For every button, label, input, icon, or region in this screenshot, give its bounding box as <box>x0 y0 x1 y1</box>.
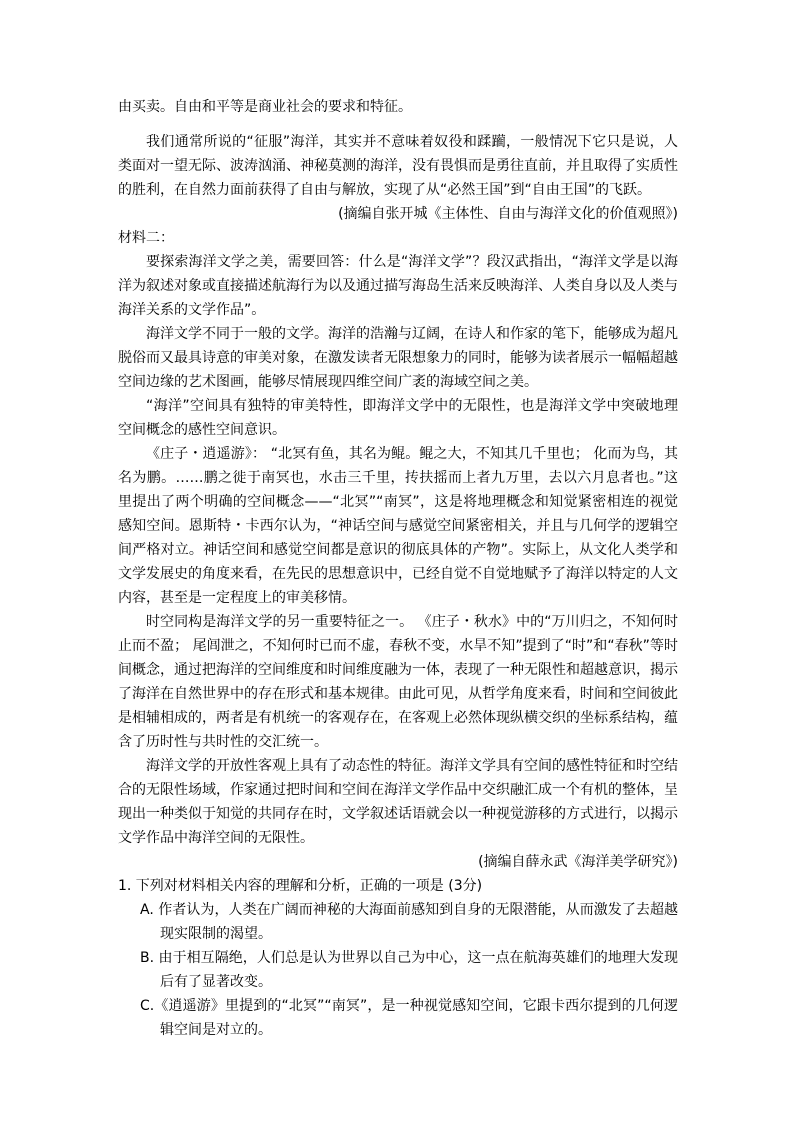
paragraph-6: 海洋文学的开放性客观上具有了动态性的特征。海洋文学具有空间的感性特征和时空结合的无限性场域，作家通过把时间和空间在海洋文学作品中交织融汇成一个有机的整体，呈现出一种类似于知觉的共同存在时，文学叙述话语就会以一种视觉游移的方式进行，以揭示文学作品中海洋空间的无限性。 <box>118 758 678 846</box>
paragraph-3: “海洋”空间具有独特的审美特性，即海洋文学中的无限性，也是海洋文学中突破地理空间概念的感性空间意识。 <box>118 398 678 438</box>
question-1 <box>118 874 678 1042</box>
option-b: B. 由于相互隔绝，人们总是认为世界以自己为中心，这一点在航海英雄们的地理大发现后有了显著改变。 <box>140 950 678 990</box>
paragraph-2: 海洋文学不同于一般的文学。海洋的浩瀚与辽阔，在诗人和作家的笔下，能够成为超凡脱俗而又最具诗意的审美对象，在激发读者无限想象力的同时，能够为读者展示一幅幅超越空间边缘的艺术图画，能够尽情展现四维空间广袤的海域空间之美。 <box>118 326 678 390</box>
paragraph-5: 时空同构是海洋文学的另一重要特征之一。 《庄子・秋水》中的“万川归之，不知何时止而不盈； 尾闾泄之，不知何时已而不虚，春秋不变，水旱不知”提到了“时”和“春秋”等时间概念，通过把海洋的空间维度和时间维度融为一体，表现了一种无限性和超越意识，揭示了海洋在自然世界中的存在形式和基本规律。由此可见，从哲学角度来看，时间和空间彼此是相辅相成的，两者是有机统一的客观存在，在客观上必然体现纵横交织的坐标系结构，蕴含了历时性与共时性的交汇统一。 <box>118 614 678 750</box>
paragraph-conquer-ocean: 我们通常所说的“征服”海洋，其实并不意味着奴役和蹂躏，一般情况下它只是说，人类面对一望无际、波涛汹涌、神秘莫测的海洋，没有畏惧而是勇往直前，并且取得了实质性的胜利，在自然力面前获得了自由与解放，实现了从“必然王国”到“自由王国”的飞跃。 <box>118 134 678 198</box>
document-page <box>118 95 678 1042</box>
intro-line: 由买卖。自由和平等是商业社会的要求和特征。 <box>118 99 412 115</box>
option-a: A. 作者认为，人类在广阔而神秘的大海面前感知到自身的无限潜能，从而激发了去超越现实限制的渴望。 <box>140 902 678 942</box>
paragraph-4: 《庄子・逍遥游》： “北冥有鱼，其名为鲲。鲲之大，不知其几千里也； 化而为鸟，其名为鹏。……鹏之徙于南冥也，水击三千里，抟扶摇而上者九万里，去以六月息者也。”这里提出了两个明确的空间概念——“北冥”“南冥”，这是将地理概念和知觉紧密相连的视觉感知空间。恩斯特・卡西尔认为，“神话空间与感觉空间紧密相关，并且与几何学的逻辑空间严格对立。神话空间和感觉空间都是意识的彻底具体的产物”。实际上，从文化人类学和文学发展史的角度来看，在先民的思想意识中，已经自觉不自觉地赋予了海洋以特定的人文内容，甚至是一定程度上的审美移情。 <box>118 446 678 606</box>
option-c: C.《逍遥游》里提到的“北冥”“南冥”，是一种视觉感知空间，它跟卡西尔提到的几何逻辑空间是对立的。 <box>140 998 678 1038</box>
source-citation-1: (摘编自张开城《主体性、自由与海洋文化的价值观照》) <box>338 206 678 222</box>
source-citation-2: (摘编自薛永武《海洋美学研究》) <box>478 854 678 870</box>
question-stem: 1. 下列对材料相关内容的理解和分析，正确的一项是 (3分) <box>118 878 483 894</box>
material-2-heading: 材料二： <box>118 230 174 246</box>
paragraph-1: 要探索海洋文学之美，需要回答：什么是“海洋文学”？段汉武指出，“海洋文学是以海洋为叙述对象或直接描述航海行为以及通过描写海岛生活来反映海洋、人类自身以及人类与海洋关系的文学作品”。 <box>118 254 678 318</box>
